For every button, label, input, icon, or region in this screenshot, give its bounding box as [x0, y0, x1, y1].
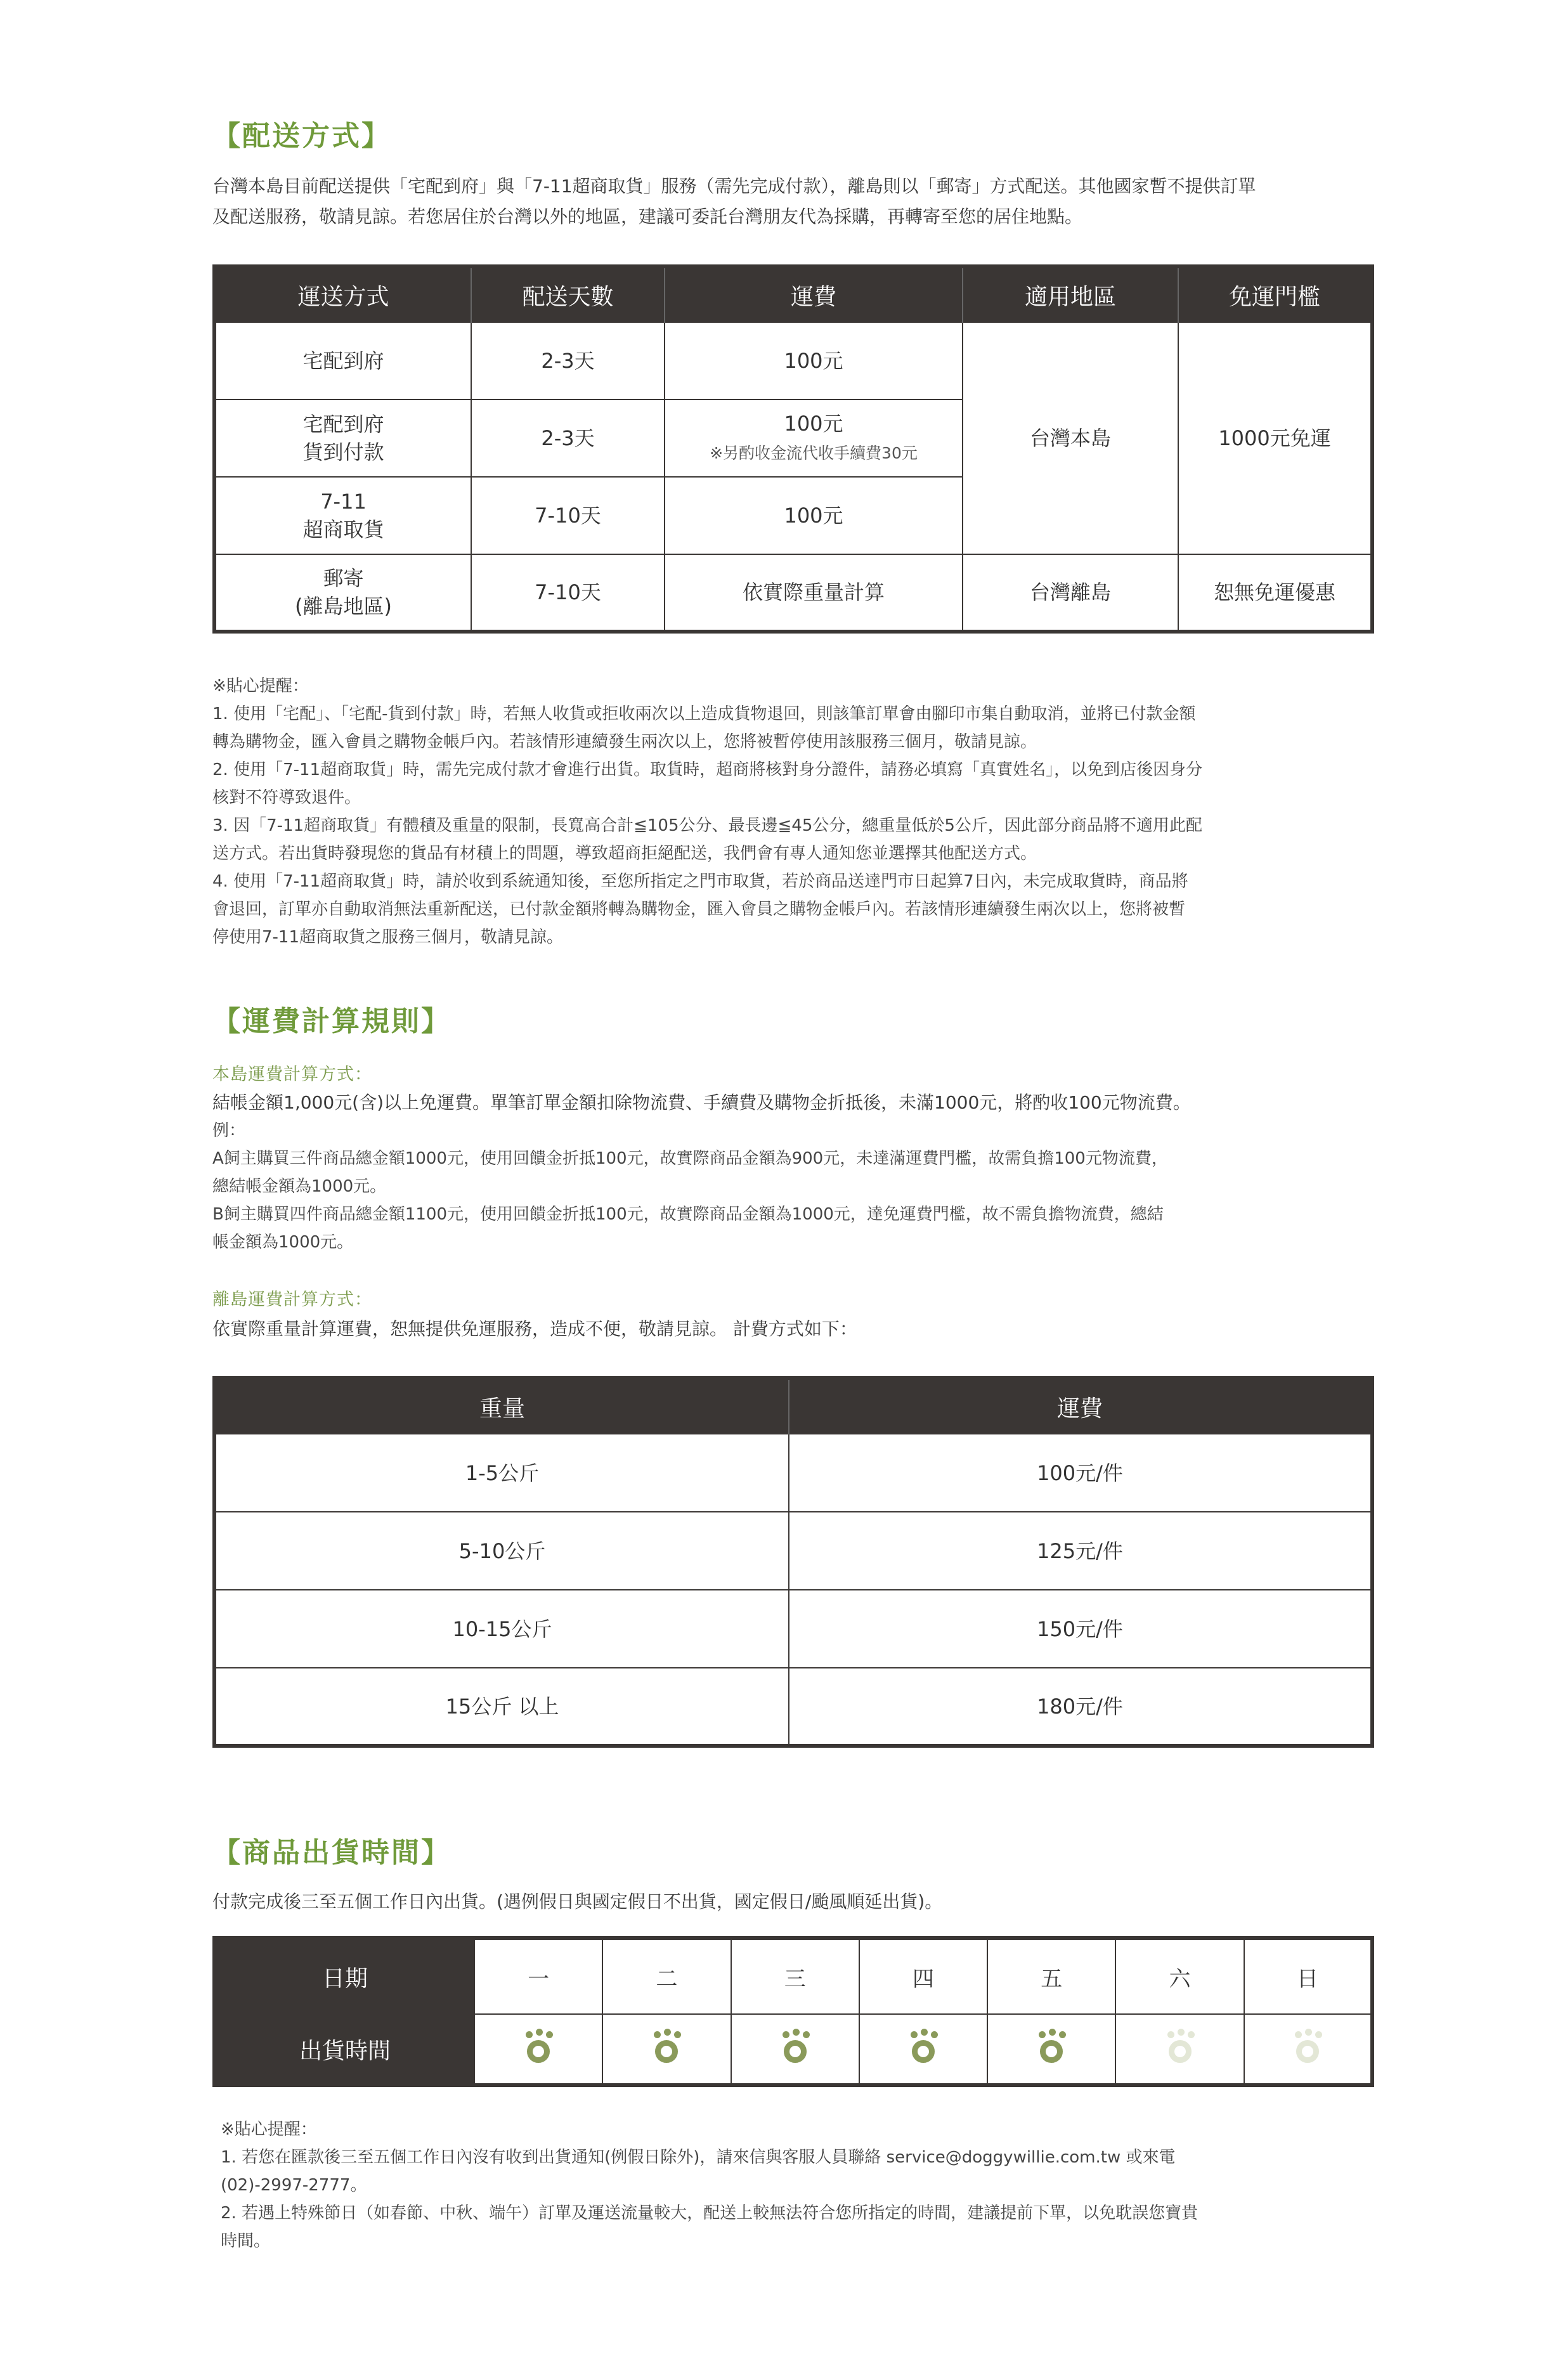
weekday-cell: 二 [602, 1938, 731, 2014]
shipping-table-wrap [212, 264, 1374, 634]
shipping-header: 免運門檻 [1178, 266, 1372, 322]
table-row: 15公斤 以上 180元/件 [214, 1668, 1372, 1746]
ship-cell [602, 2014, 731, 2085]
fee-note: ※另酌收金流代收手續費30元 [710, 443, 918, 462]
method-cell: 7-11 超商取貨 [214, 477, 471, 554]
region-cell: 台灣本島 [963, 322, 1178, 554]
ship-cell [1115, 2014, 1244, 2085]
schedule-days-row [214, 1938, 1372, 2014]
table-row [214, 322, 1372, 400]
method-cell: 郵寄 (離島地區) [214, 554, 471, 632]
free-threshold-cell: 恕無免運優惠 [1178, 554, 1372, 632]
days-cell: 2-3天 [471, 400, 665, 477]
days-cell: 2-3天 [471, 322, 665, 400]
weight-table-wrap [212, 1376, 1374, 1748]
free-threshold-cell: 1000元免運 [1178, 322, 1372, 554]
ship-cell [474, 2014, 602, 2085]
dispatch-intro: 付款完成後三至五個工作日內出貨。(遇例假日與國定假日不出貨，國定假日/颱風順延出貨)。 [212, 1891, 943, 1912]
main-island-subhead: 本島運費計算方式： [212, 1065, 372, 1084]
days-cell: 7-10天 [471, 554, 665, 632]
paw-icon [1161, 2029, 1199, 2067]
dispatch-notes: ※貼心提醒： 1. 若您在匯款後三至五個工作日內沒有收到出貨通知(例假日除外)，請來信與客服人員聯絡 service@doggywillie.com.tw 或來電 (02)-2997-2777。 2. 若遇上特殊節日（如春節、中秋、端午）訂單及運送流量較大，配送上較無法符合您所指定的時間，建議提前下單，以免耽誤您寶貴 時間。 [221, 2120, 1198, 2251]
ship-cell [731, 2014, 859, 2085]
paw-icon [776, 2029, 814, 2067]
weekday-cell: 四 [859, 1938, 987, 2014]
weight-header: 重量 [214, 1378, 789, 1434]
shipping-header: 適用地區 [963, 266, 1178, 322]
fee-cell: 100元 ※另酌收金流代收手續費30元 [665, 400, 963, 477]
weekday-cell: 三 [731, 1938, 859, 2014]
outer-island-subhead: 離島運費計算方式： [212, 1290, 372, 1310]
shipping-notes: ※貼心提醒： 1. 使用「宅配」、「宅配-貨到付款」時，若無人收貨或拒收兩次以上造成貨物退回，則該筆訂單會由腳印市集自動取消，並將已付款金額 轉為購物金，匯入會員之購物金帳戶內。若該情形連續發生兩次以上，您將被暫停使用該服務三個月，敬請見諒。 2. 使用「7-11超商取貨」時，需先完成付款才會進行出貨。取貨時，超商將核對身分證件，請務必填寫「真實姓名」，以免到店後因身分 核對不符導致退件。 3. 因「7-11超商取貨」有體積及重量的限制，長寬高合計≦105公分、最長邊≦45公分，總重量低於5公斤，因此部分商品將不適用此配 送方式。若出貨時發現您的貨品有材積上的問題，導致超商拒絕配送，我們會有專人通知您並選擇其他配送方式。 4. 使用「7-11超商取貨」時，請於收到系統通知後，至您所指定之門市取貨，若於商品送達門市日起算7日內，未完成取貨時，商品將 會退回，訂單亦自動取消無法重新配送，已付款金額將轉為購物金，匯入會員之購物金帳戶內。若該情形連續發生兩次以上，您將被暫 停使用7-11超商取貨之服務三個月，敬請見諒。 [212, 677, 1203, 947]
weekday-cell: 一 [474, 1938, 602, 2014]
table-row [214, 554, 1372, 632]
dispatch-schedule-table [212, 1936, 1374, 2087]
fee-header: 運費 [789, 1378, 1372, 1434]
fee-cell: 依實際重量計算 [665, 554, 963, 632]
table-row: 10-15公斤 150元/件 [214, 1590, 1372, 1668]
shipping-header: 配送天數 [471, 266, 665, 322]
dispatch-section [212, 1830, 1374, 1917]
schedule-wrap [212, 1936, 1374, 2087]
paw-icon [1289, 2029, 1327, 2067]
paw-icon [647, 2029, 685, 2067]
paw-icon [519, 2029, 557, 2067]
weekday-cell: 五 [987, 1938, 1115, 2014]
weekday-cell: 六 [1115, 1938, 1244, 2014]
fee-rules-title: 【運費計算規則】 [212, 1005, 451, 1037]
weekday-cell: 日 [1244, 1938, 1372, 2014]
shipping-header: 運費 [665, 266, 963, 322]
fee-cell: 100元 [665, 477, 963, 554]
ship-cell [859, 2014, 987, 2085]
date-label: 日期 [214, 1938, 474, 2014]
table-row: 1-5公斤 100元/件 [214, 1434, 1372, 1512]
paw-icon [1032, 2029, 1070, 2067]
method-cell: 宅配到府 貨到付款 [214, 400, 471, 477]
ship-cell [987, 2014, 1115, 2085]
shipping-title: 【配送方式】 [212, 120, 391, 152]
method-cell: 宅配到府 [214, 322, 471, 400]
shipping-section [212, 113, 1374, 232]
fee-cell: 100元 [665, 322, 963, 400]
weight-fee-table [212, 1376, 1374, 1748]
days-cell: 7-10天 [471, 477, 665, 554]
paw-icon [904, 2029, 942, 2067]
ship-cell [1244, 2014, 1372, 2085]
shipping-table [212, 264, 1374, 634]
shipping-header: 運送方式 [214, 266, 471, 322]
schedule-ship-row [214, 2014, 1372, 2085]
fee-rules-section: 【運費計算規則】 本島運費計算方式： 結帳金額1,000元(含)以上免運費。單筆訂單金額扣除物流費、手續費及購物金折抵後，未滿1000元，將酌收100元物流費。 例： A飼主購買三件商品總金額1000元，使用回饋金折抵100元，故實際商品金額為900元，未達滿運費門檻，故需負擔100元物流費， 總結帳金額為1000元。 B飼主購買四件商品總金額1100元，使用回饋金折抵100元，故實際商品金額為1000元，達免運費門檻，故不需負擔物流費，總結 帳金額為1000元。 離島運費計算方式： 依實際重量計算運費，恕無提供免運服務，造成不便，敬請見諒。 計費方式如下： [212, 998, 1374, 1344]
table-row: 5-10公斤 125元/件 [214, 1512, 1372, 1590]
region-cell: 台灣離島 [963, 554, 1178, 632]
ship-time-label: 出貨時間 [214, 2014, 474, 2085]
dispatch-title: 【商品出貨時間】 [212, 1837, 451, 1869]
shipping-intro: 台灣本島目前配送提供「宅配到府」與「7-11超商取貨」服務（需先完成付款），離島則以「郵寄」方式配送。其他國家暫不提供訂單 及配送服務，敬請見諒。若您居住於台灣以外的地區，建議可委託台灣朋友代為採購，再轉寄至您的居住地點。 [212, 176, 1256, 227]
